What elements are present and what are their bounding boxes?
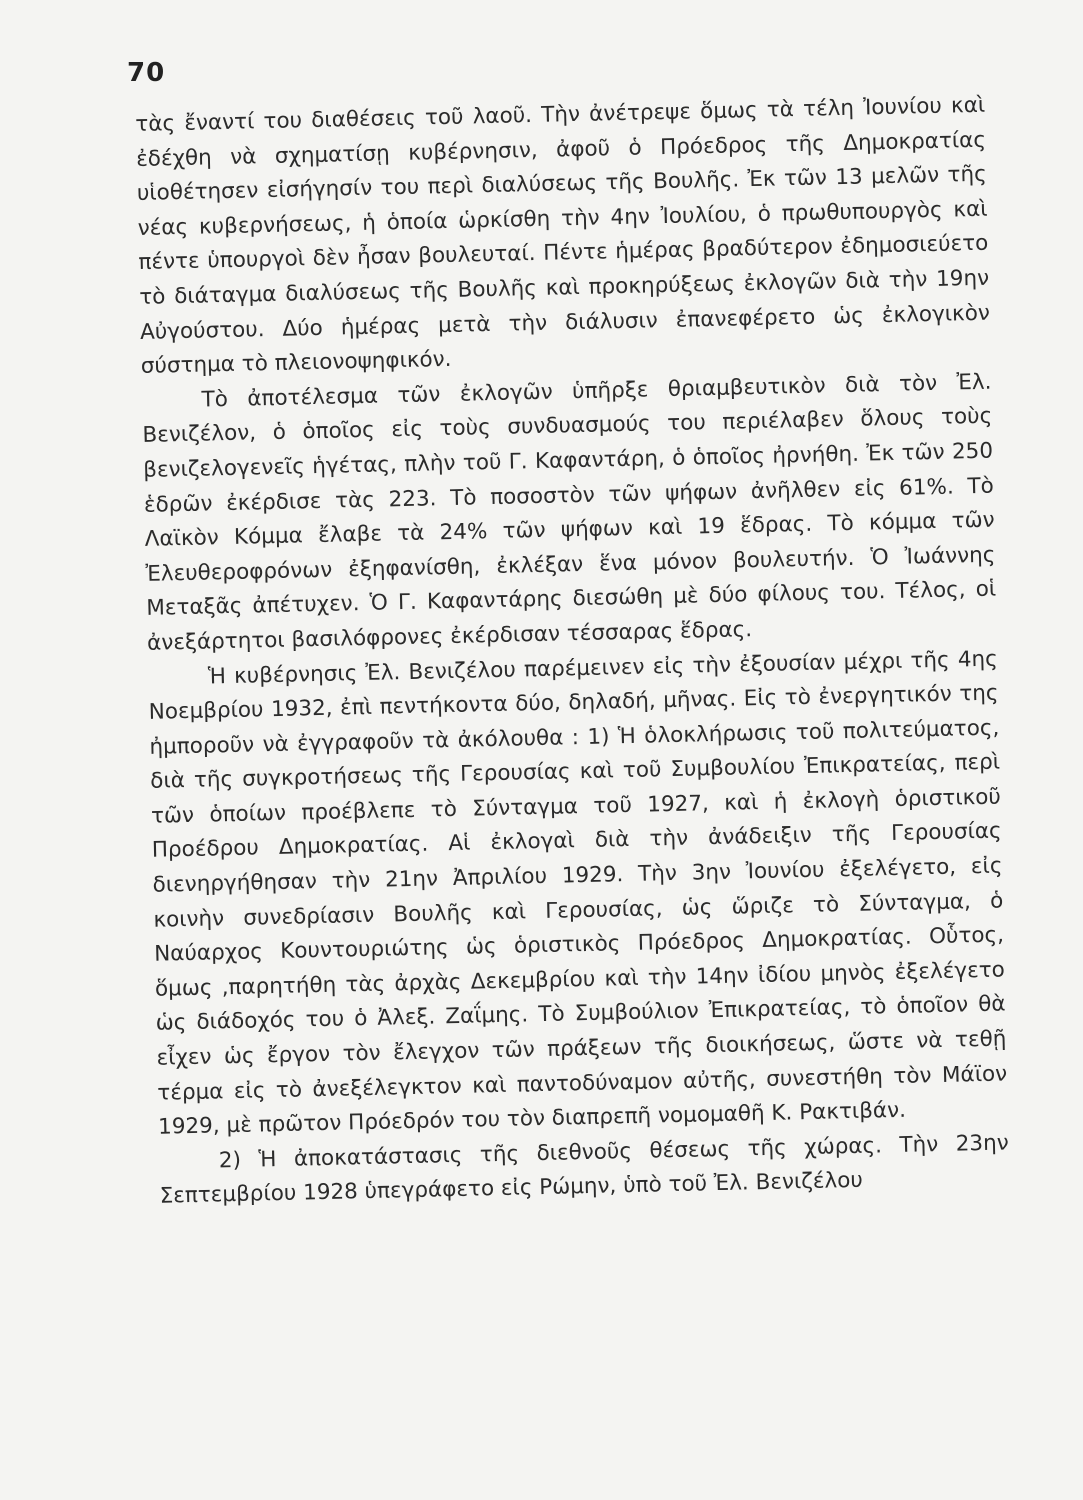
paragraph-3: Ἡ κυβέρνησις Ἐλ. Βενιζέλου παρέμεινεν εἰς τὴν ἐξουσίαν μέχρι τῆς 4ης Νοεμβρίου 1932, ἐπὶ πεντήκοντα δύο, δηλαδή, μῆνας. Εἰς τὸ ἐνεργητικόν της ἠμποροῦν νὰ ἐγγραφοῦν τὰ ἀκόλουθα : 1) Ἡ ὁλοκλήρωσις τοῦ πολιτεύματος, διὰ τῆς συγκροτήσεως τῆς Γερουσίας καὶ τοῦ Συμβουλίου Ἐπικρατείας, περὶ τῶν ὁποίων προέβλεπε τὸ Σύνταγμα τοῦ 1927, καὶ ἡ ἐκλογὴ ὁριστικοῦ Προέδρου Δημοκρατίας. Αἱ ἐκλογαὶ διὰ τὴν ἀνάδειξιν τῆς Γερουσίας διενηργήθησαν τὴν 21ην Ἀπριλίου 1929. Τὴν 3ην Ἰουνίου ἐξελέγετο, εἰς κοινὴν συνεδρίασιν Βουλῆς καὶ Γερουσίας, ὡς ὥριζε τὸ Σύνταγμα, ὁ Ναύαρχος Κουντουριώτης ὡς ὁριστικὸς Πρόεδρος Δημοκρατίας. Οὗτος, ὅμως ,παρητήθη τὰς ἀρχὰς Δεκεμβρίου καὶ τὴν 14ην ἰδίου μηνὸς ἐξελέγετο ὡς διάδοχός του ὁ Ἀλεξ. Ζαΐμης. Τὸ Συμβούλιον Ἐπικρατείας, τὸ ὁποῖον θὰ εἶχεν ὡς ἔργον τὸν ἔλεγχον τῶν πράξεων τῆς διοικήσεως, ὥστε νὰ τεθῇ τέρμα εἰς τὸ ἀνεξέλεγκτον καὶ παντοδύναμον αὐτῆς, συνεστήθη τὸν Μάϊον 1929, μὲ πρῶτον Πρόεδρόν του τὸν διαπρεπῆ νομομαθῆ Κ. Ρακτιβάν.	[148, 646, 1008, 1140]
page-number: 70	[127, 58, 166, 88]
paragraph-4: 2) Ἡ ἀποκατάστασις τῆς διεθνοῦς θέσεως τῆς χώρας. Τὴν 23ην Σεπτεμβρίου 1928 ὑπεγράφετο εἰς Ρώμην, ὑπὸ τοῦ Ἐλ. Βενιζέλου	[159, 1130, 1009, 1210]
paragraph-1: τὰς ἔναντί του διαθέσεις τοῦ λαοῦ. Τὴν ἀνέτρεψε ὅμως τὰ τέλη Ἰουνίου καὶ ἐδέχθη νὰ σχηματίσῃ κυβέρνησιν, ἀφοῦ ὁ Πρόεδρος τῆς Δημοκρατίας υἱοθέτησεν εἰσήγησίν του περὶ διαλύσεως τῆς Βουλῆς. Ἐκ τῶν 13 μελῶν τῆς νέας κυβερνήσεως, ἡ ὁποία ὡρκίσθη τὴν 4ην Ἰουλίου, ὁ πρωθυπουργὸς καὶ πέντε ὑπουργοὶ δὲν ἦσαν βουλευταί. Πέντε ἡμέρας βραδύτερον ἐδημοσιεύετο τὸ διάταγμα διαλύσεως τῆς Βουλῆς καὶ προκηρύξεως ἐκλογῶν διὰ τὴν 19ην Αὐγούστου. Δύο ἡμέρας μετὰ τὴν διάλυσιν ἐπανεφέρετο ὡς ἐκλογικὸν σύστημα τὸ πλειονοψηφικόν.	[135, 92, 991, 380]
paragraph-2: Τὸ ἀποτέλεσμα τῶν ἐκλογῶν ὑπῆρξε θριαμβευτικὸν διὰ τὸν Ἐλ. Βενιζέλον, ὁ ὁποῖος εἰς τοὺς συνδυασμούς του περιέλαβεν ὅλους τοὺς βενιζελογενεῖς ἡγέτας, πλὴν τοῦ Γ. Καφαντάρη, ὁ ὁποῖος ἠρνήθη. Ἐκ τῶν 250 ἑδρῶν ἐκέρδισε τὰς 223. Τὸ ποσοστὸν τῶν ψήφων ἀνῆλθεν εἰς 61%. Τὸ Λαϊκὸν Κόμμα ἔλαβε τὰ 24% τῶν ψήφων καὶ 19 ἕδρας. Τὸ κόμμα τῶν Ἐλευθεροφρόνων ἐξηφανίσθη, ἐκλέξαν ἕνα μόνον βουλευτήν. Ὁ Ἰωάννης Μεταξᾶς ἀπέτυχεν. Ὁ Γ. Καφαντάρης διεσώθη μὲ δύο φίλους του. Τέλος, οἱ ἀνεξάρτητοι βασιλόφρονες ἐκέρδισαν τέσσαρας ἕδρας.	[142, 369, 997, 656]
body-text	[135, 89, 1010, 1215]
